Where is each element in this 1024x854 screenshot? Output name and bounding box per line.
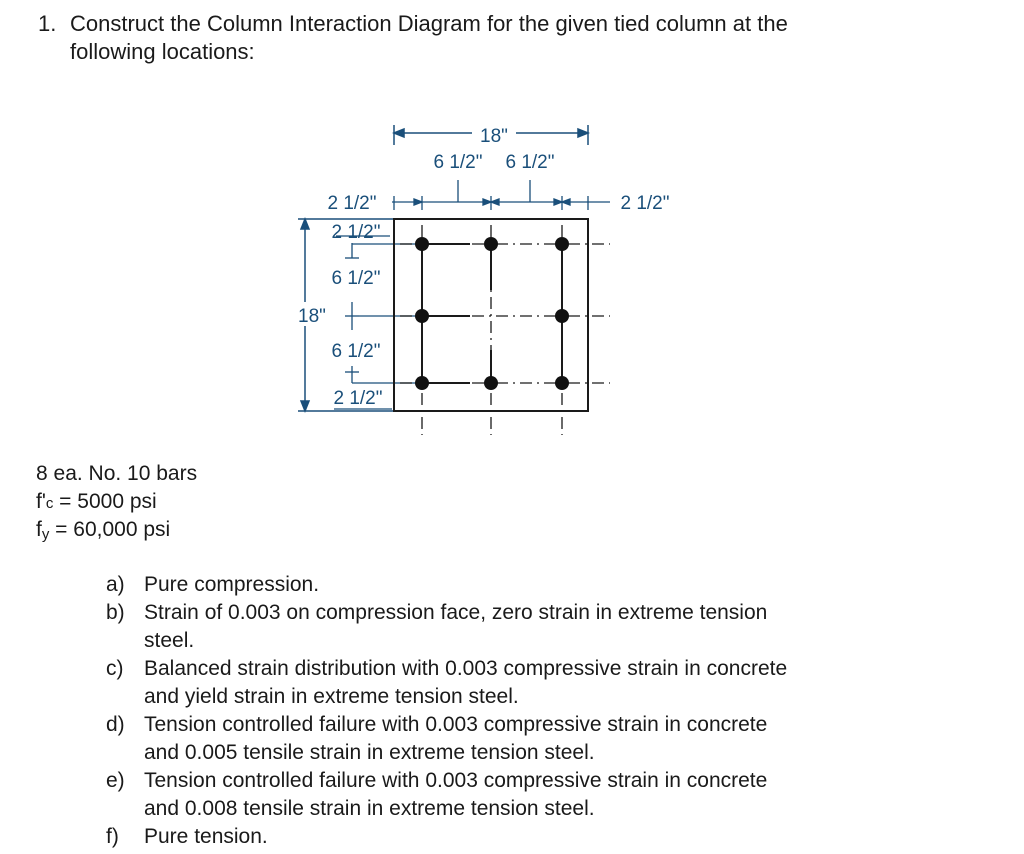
list-item-label: f) [106,825,119,848]
question-line-1: Construct the Column Interaction Diagram for the given tied column at the [70,11,788,36]
list-item-label: c) [106,657,124,680]
bar-top-right [555,237,569,251]
list-item-text-cont: and yield strain in extreme tension steel. [144,685,519,708]
list-item-label: e) [106,769,125,792]
list-item-text-cont: and 0.008 tensile strain in extreme tension steel. [144,797,595,820]
fc-subscript: c [45,495,54,512]
question-number: 1. [38,11,57,36]
fy-value: = 60,000 psi [49,518,171,541]
top-cover-right-label: 2 1/2" [620,193,670,214]
question-line-2: following locations: [70,39,255,64]
list-item-text: Tension controlled failure with 0.003 compressive strain in concrete [144,769,768,792]
bar-top-left [415,237,429,251]
list-item-text-cont: steel. [144,629,195,652]
bar-bottom-middle [484,376,498,390]
left-spacing-dimension [345,243,420,383]
top-spacing-dimension [392,180,610,210]
list-item-text: Tension controlled failure with 0.003 compressive strain in concrete [144,713,768,736]
bars-spec: 8 ea. No. 10 bars [36,462,198,485]
top-spacing-right-label: 6 1/2" [505,152,555,173]
left-cover-top-label: 2 1/2" [331,222,381,243]
list-item-text: Balanced strain distribution with 0.003 compressive strain in concrete [144,657,788,680]
list-item-text: Strain of 0.003 on compression face, zero strain in extreme tension [144,601,768,624]
fy-symbol: f [36,518,42,541]
bar-middle-left [415,309,429,323]
left-spacing-top-label: 6 1/2" [331,268,381,289]
list-item-label: b) [106,601,125,624]
list-item-label: a) [106,573,125,596]
left-cover-bottom-label: 2 1/2" [333,388,383,409]
list-item-text: Pure compression. [144,573,320,596]
fy-spec [36,516,170,549]
top-spacing-left-label: 6 1/2" [433,152,483,173]
top-cover-left-label: 2 1/2" [327,193,377,214]
column-ties [422,244,562,383]
list-item-label: d) [106,713,125,736]
list-item-text: Pure tension. [144,825,268,848]
bar-middle-right [555,309,569,323]
fy-subscript: y [41,526,50,543]
list-item-text-cont: and 0.005 tensile strain in extreme tension steel. [144,741,595,764]
bar-centerlines [400,225,610,435]
bar-top-middle [484,237,498,251]
bar-bottom-left [415,376,429,390]
left-total-label: 18" [298,306,326,327]
fc-value: = 5000 psi [53,490,157,513]
fc-spec [36,488,157,518]
bar-bottom-right [555,376,569,390]
fc-symbol: f' [36,490,46,513]
top-total-label: 18" [480,126,508,147]
left-spacing-bottom-label: 6 1/2" [331,341,381,362]
